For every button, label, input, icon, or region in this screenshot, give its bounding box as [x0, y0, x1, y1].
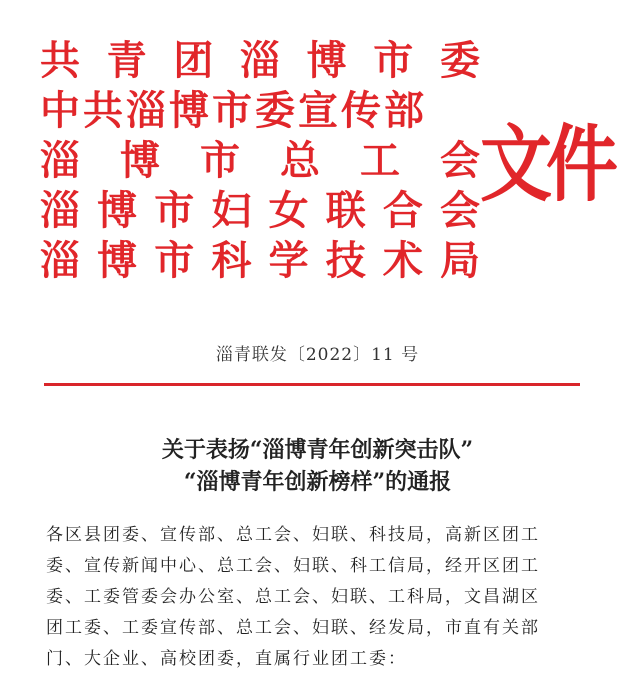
issuer-char: 淄 — [40, 187, 80, 234]
issuer-char: 会 — [440, 137, 480, 184]
body-line: 委、宣传新闻中心、总工会、妇联、科工信局，经开区团工 — [46, 556, 540, 576]
issuer-char: 技 — [325, 237, 366, 284]
issuer-char: 联 — [325, 187, 366, 234]
issuer-char: 博 — [97, 237, 138, 284]
issuer-line — [40, 36, 480, 86]
body-line: 各区县团委、宣传部、总工会、妇联、科技局，高新区团工 — [46, 525, 540, 545]
document-body — [46, 520, 586, 675]
issuer-char: 市 — [154, 237, 195, 284]
issuer-line — [40, 236, 480, 286]
body-line: 委、工委管委会办公室、总工会、妇联、工科局，文昌湖区 — [46, 587, 540, 607]
issuer-char: 淄 — [40, 237, 80, 284]
body-line: 团工委、工委宣传部、总工会、妇联、经发局，市直有关部 — [46, 618, 540, 638]
issuer-line: 中共淄博市委宣传部 — [40, 87, 427, 134]
issuer-char: 团 — [173, 37, 214, 84]
issuer-char: 合 — [382, 187, 423, 234]
title-line-1: 关于表扬“淄博青年创新突击队” — [161, 437, 474, 463]
issuer-char: 博 — [306, 37, 347, 84]
title-line-2: “淄博青年创新榜样”的通报 — [183, 469, 452, 495]
issuer-char: 委 — [439, 37, 480, 84]
issuer-char: 博 — [97, 187, 138, 234]
issuer-char: 会 — [439, 187, 480, 234]
issuer-char: 博 — [120, 137, 160, 184]
issuer-char: 工 — [360, 137, 400, 184]
issuer-char: 市 — [200, 137, 240, 184]
issuer-char: 总 — [280, 137, 320, 184]
document-title — [0, 434, 635, 498]
issuer-char: 淄 — [239, 37, 280, 84]
issuer-char: 科 — [211, 237, 252, 284]
issuer-char: 共 — [40, 37, 80, 84]
issuer-char: 青 — [106, 37, 147, 84]
issuer-char: 市 — [154, 187, 195, 234]
issuer-line — [40, 186, 480, 236]
issuer-char: 局 — [439, 237, 480, 284]
issuer-char: 女 — [268, 187, 309, 234]
issuer-char: 市 — [373, 37, 414, 84]
issuer-char: 妇 — [211, 187, 252, 234]
red-divider — [44, 383, 580, 386]
issuer-line — [40, 136, 480, 186]
issuer-char: 淄 — [40, 137, 80, 184]
document-mark: 文件 — [480, 115, 613, 213]
issuer-char: 学 — [268, 237, 309, 284]
body-line: 门、大企业、高校团委，直属行业团工委： — [46, 649, 407, 669]
issuer-char: 术 — [382, 237, 423, 284]
issuing-organizations — [40, 36, 480, 286]
document-number: 淄青联发〔2022〕11 号 — [215, 345, 420, 365]
